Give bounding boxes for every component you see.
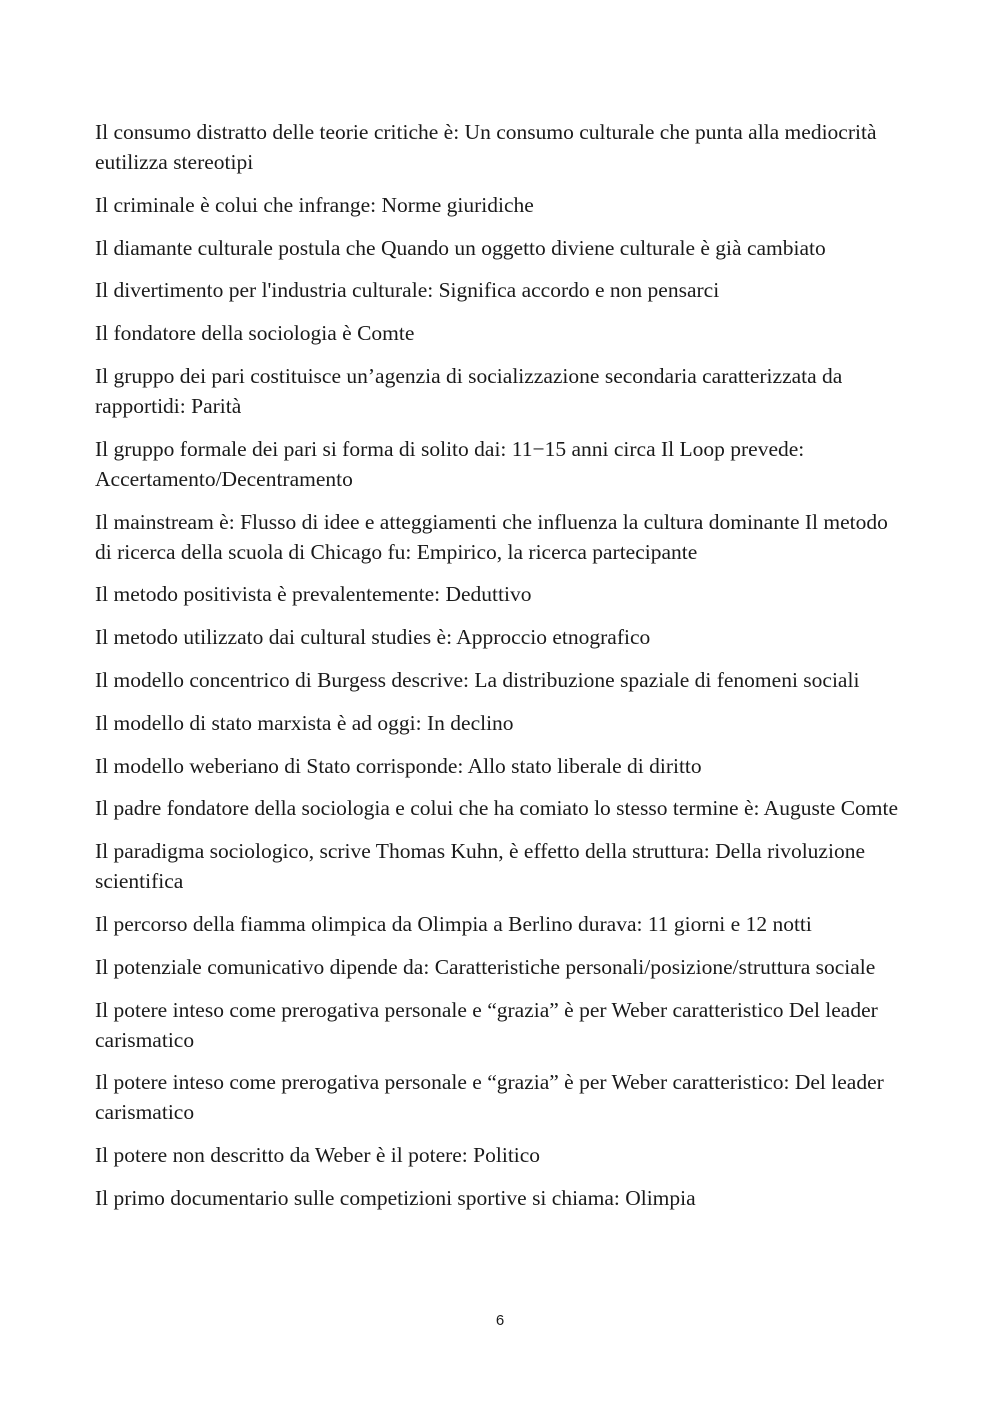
paragraph: Il percorso della fiamma olimpica da Olimpia a Berlino durava: 11 giorni e 12 notti xyxy=(95,911,812,936)
paragraph: Il paradigma sociologico, scrive Thomas Kuhn, è effetto della struttura: Della rivoluzione scientifica xyxy=(95,839,865,894)
paragraph: Il metodo positivista è prevalentemente: Deduttivo xyxy=(95,582,532,607)
paragraph: Il potere inteso come prerogativa personale e “grazia” è per Weber caratteristico Del leader carismatico xyxy=(95,997,878,1052)
paragraph: Il diamante culturale postula che Quando un oggetto diviene culturale è già cambiato xyxy=(95,235,826,260)
paragraph: Il potere non descritto da Weber è il potere: Politico xyxy=(95,1143,541,1168)
paragraph: Il padre fondatore della sociologia e colui che ha comiato lo stesso termine è: Auguste Comte xyxy=(95,796,899,821)
paragraph: Il modello weberiano di Stato corrisponde: Allo stato liberale di diritto xyxy=(95,753,702,778)
paragraph: Il gruppo formale dei pari si forma di solito dai: 11−15 anni circa Il Loop prevede: Accertamento/Decentramento xyxy=(95,436,805,491)
paragraph: Il mainstream è: Flusso di idee e atteggiamenti che influenza la cultura dominante Il metodo di ricerca della scuola di Chicago fu: Empirico, la ricerca partecipante xyxy=(95,509,888,564)
paragraph: Il primo documentario sulle competizioni sportive si chiama: Olimpia xyxy=(95,1185,696,1210)
paragraph: Il potenziale comunicativo dipende da: Caratteristiche personali/posizione/struttura sociale xyxy=(95,954,876,979)
paragraph: Il divertimento per l'industria culturale: Significa accordo e non pensarci xyxy=(95,278,720,303)
page-number: 6 xyxy=(495,1312,505,1329)
paragraph: Il criminale è colui che infrange: Norme giuridiche xyxy=(95,192,534,217)
paragraph: Il modello di stato marxista è ad oggi: In declino xyxy=(95,710,514,735)
paragraph: Il consumo distratto delle teorie critiche è: Un consumo culturale che punta alla mediocrità eutilizza stereotipi xyxy=(95,120,877,174)
paragraph: Il potere inteso come prerogativa personale e “grazia” è per Weber caratteristico: Del leader carismatico xyxy=(95,1070,884,1125)
paragraph: Il metodo utilizzato dai cultural studies è: Approccio etnografico xyxy=(95,625,651,650)
page-body xyxy=(95,117,907,1226)
paragraph: Il fondatore della sociologia è Comte xyxy=(95,321,415,346)
paragraph: Il gruppo dei pari costituisce un’agenzia di socializzazione secondaria caratterizzata da rapportidi: Parità xyxy=(95,363,843,418)
paragraph: Il modello concentrico di Burgess descrive: La distribuzione spaziale di fenomeni sociali xyxy=(95,667,860,692)
